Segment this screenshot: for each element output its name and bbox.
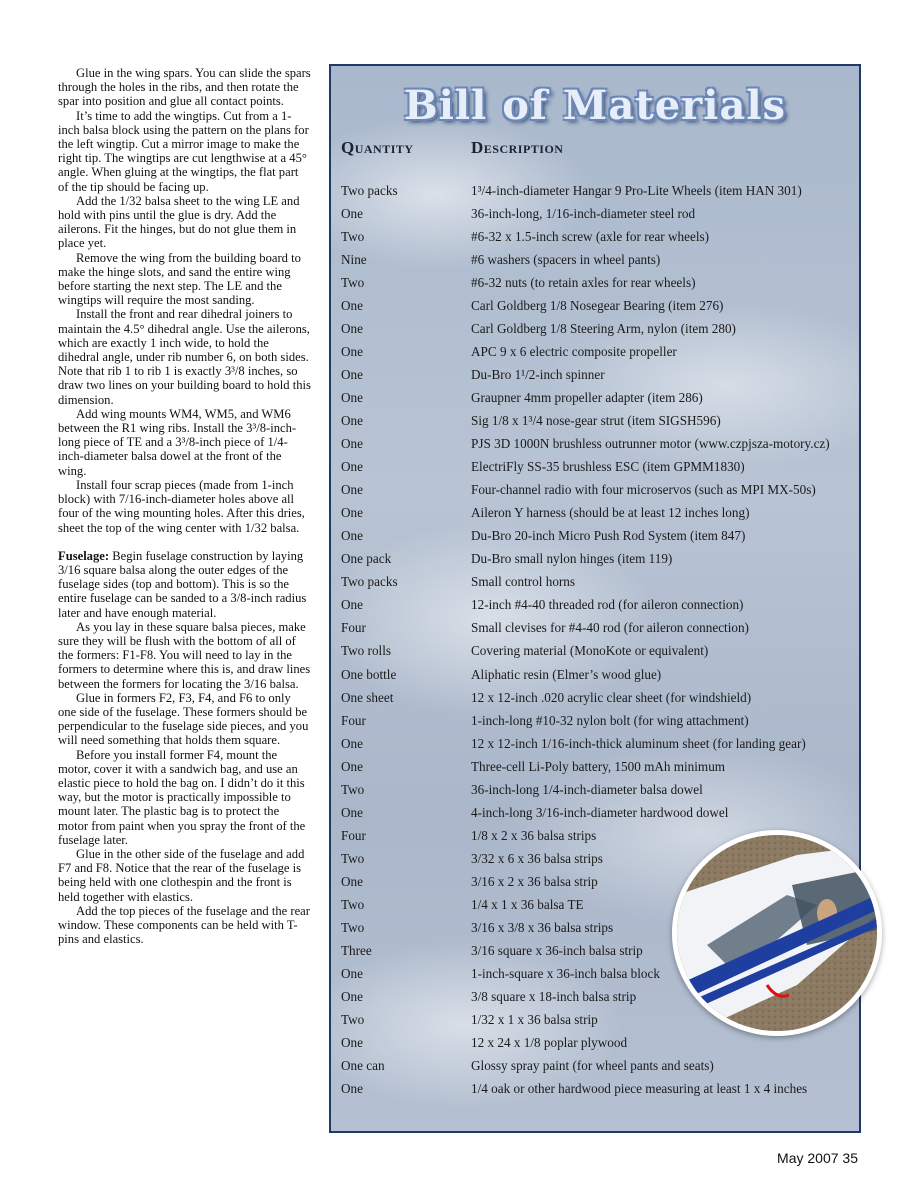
- bom-quantity: One: [341, 320, 363, 336]
- bom-description: #6-32 x 1.5-inch screw (axle for rear wheels): [471, 228, 710, 244]
- bom-quantity: One: [341, 505, 363, 521]
- bom-row: [341, 1078, 851, 1101]
- bom-quantity: One: [341, 758, 363, 774]
- bom-description: Glossy spray paint (for wheel pants and seats): [471, 1058, 714, 1074]
- bom-title: Bill of Materials: [403, 82, 787, 129]
- article-paragraph: As you lay in these square balsa pieces, make sure they will be flush with the bottom of all of the formers: F1-F8. You will need to lay in the formers to determine where this is, and draw lines between the formers for locating the 3/16 balsa.: [58, 619, 311, 691]
- bom-quantity: Two: [341, 850, 365, 866]
- article-paragraph: Glue in formers F2, F3, F4, and F6 to only one side of the fuselage. These formers should be perpendicular to the fuselage side pieces, and you will need something that holds them square.: [58, 690, 309, 748]
- bom-quantity: One: [341, 1035, 363, 1051]
- bom-description: 3/8 square x 18-inch balsa strip: [471, 989, 637, 1005]
- bom-row: [341, 1055, 851, 1078]
- bom-quantity: Three: [341, 943, 372, 959]
- bom-description: 12 x 12-inch 1/16-inch-thick aluminum sheet (for landing gear): [471, 735, 806, 751]
- bom-quantity: One bottle: [341, 666, 397, 682]
- bom-quantity: Two: [341, 1012, 365, 1028]
- bom-quantity: Two: [341, 896, 365, 912]
- bom-description: 1³/4-inch-diameter Hangar 9 Pro-Lite Wheels (item HAN 301): [471, 182, 802, 198]
- bom-quantity: Two packs: [341, 182, 398, 198]
- bom-description: 1-inch-square x 36-inch balsa block: [471, 966, 660, 982]
- bom-row: [341, 686, 851, 709]
- bom-quantity: Two packs: [341, 574, 398, 590]
- bom-row: [341, 248, 851, 271]
- bom-description: Sig 1/8 x 1³/4 nose-gear strut (item SIGSH596): [471, 412, 721, 428]
- bom-description: 3/16 x 3/8 x 36 balsa strips: [471, 920, 614, 936]
- bom-row: [341, 709, 851, 732]
- bom-description: Small clevises for #4-40 rod (for aileron connection): [471, 620, 749, 636]
- bom-quantity: Nine: [341, 251, 367, 267]
- bom-description: 36-inch-long 1/4-inch-diameter balsa dowel: [471, 781, 703, 797]
- page-number: 35: [842, 1150, 858, 1166]
- bom-description: 3/32 x 6 x 36 balsa strips: [471, 850, 603, 866]
- page-footer: [777, 1150, 858, 1166]
- bom-quantity: One: [341, 297, 363, 313]
- bom-row: [341, 225, 851, 248]
- bom-row: [341, 571, 851, 594]
- issue-date: May 2007: [777, 1150, 839, 1166]
- bom-quantity: One: [341, 966, 363, 982]
- bom-description: 12-inch #4-40 threaded rod (for aileron connection): [471, 597, 744, 613]
- bom-quantity: One: [341, 389, 363, 405]
- bom-row: [341, 363, 851, 386]
- bom-description: APC 9 x 6 electric composite propeller: [471, 343, 677, 359]
- bom-description: #6-32 nuts (to retain axles for rear wheels): [471, 274, 696, 290]
- bom-quantity: One can: [341, 1058, 385, 1074]
- article-paragraph: Remove the wing from the building board to make the hinge slots, and sand the entire wing before starting the next step. The LE and the wingtips will require the most sanding.: [58, 250, 301, 308]
- bom-description: 36-inch-long, 1/16-inch-diameter steel rod: [471, 205, 696, 221]
- description-column-header: Description: [471, 138, 564, 157]
- article-paragraph: Glue in the other side of the fuselage and add F7 and F8. Notice that the rear of the fuselage is being held with one clothespin and the front is held together with elastics.: [58, 846, 305, 904]
- quantity-column-header: Quantity: [341, 138, 414, 157]
- bom-quantity: One: [341, 989, 363, 1005]
- bom-quantity: Two: [341, 920, 365, 936]
- bom-quantity: Two rolls: [341, 643, 391, 659]
- airplane-cockpit-photo: [672, 830, 882, 1036]
- bom-description: 1/4 x 1 x 36 balsa TE: [471, 896, 584, 912]
- bom-row: [341, 456, 851, 479]
- bom-description: 1/8 x 2 x 36 balsa strips: [471, 827, 597, 843]
- article-paragraph: Install the front and rear dihedral joiners to maintain the 4.5° dihedral angle. Use the ailerons, which are exactly 1 inch wide, to hold the dihedral angle, under rib number 6, on both sides. Note that rib 1 to rib 1 is exactly 3³/8 inches, so draw two lines on your building board to hold this dimension.: [58, 307, 311, 407]
- bom-quantity: One pack: [341, 551, 392, 567]
- bom-row: [341, 778, 851, 801]
- bom-row: [341, 433, 851, 456]
- bom-quantity: Four: [341, 827, 366, 843]
- bom-description: Graupner 4mm propeller adapter (item 286): [471, 389, 703, 405]
- article-paragraph: Before you install former F4, mount the motor, cover it with a sandwich bag, and use an elastic piece to hold the bag on. I didn’t do it this way, but the motor is practically impossible to mount later. The plastic bag is to protect the motor from paint when you spray the front of the fuselage later.: [58, 747, 306, 847]
- bom-row: [341, 617, 851, 640]
- bom-description: 1/32 x 1 x 36 balsa strip: [471, 1012, 598, 1028]
- bom-row: [341, 755, 851, 778]
- bom-quantity: One: [341, 804, 363, 820]
- bom-quantity: Two: [341, 228, 365, 244]
- bom-row: [341, 409, 851, 432]
- bom-row: [341, 340, 851, 363]
- bom-quantity: One: [341, 482, 363, 498]
- article-paragraph: Glue in the wing spars. You can slide the spars through the holes in the ribs, and then rotate the spar into position and glue all contact points.: [58, 66, 311, 109]
- bom-description: 3/16 square x 36-inch balsa strip: [471, 943, 643, 959]
- bom-description: Four-channel radio with four microservos (such as MPI MX-50s): [471, 482, 816, 498]
- bom-quantity: Four: [341, 712, 366, 728]
- bom-quantity: One: [341, 735, 363, 751]
- bom-row: [341, 179, 851, 202]
- bom-description: ElectriFly SS-35 brushless ESC (item GPMM1830): [471, 459, 745, 475]
- bom-description: 1-inch-long #10-32 nylon bolt (for wing attachment): [471, 712, 749, 728]
- bom-row: [341, 663, 851, 686]
- bom-row: [341, 594, 851, 617]
- article-paragraph: Add the 1/32 balsa sheet to the wing LE and hold with pins until the glue is dry. Add the ailerons. Fit the hinges, but do not glue them in place yet.: [58, 193, 300, 251]
- fuselage-paragraph: Fuselage: Begin fuselage construction by laying 3/16 square balsa along the outer edges of the fuselage sides (top and bottom). This is so the entire fuselage can be sanded to a 3/8-inch radius later and have enough material.: [58, 548, 307, 620]
- bom-row: [341, 732, 851, 755]
- bom-description: Du-Bro small nylon hinges (item 119): [471, 551, 673, 567]
- bom-description: 12 x 24 x 1/8 poplar plywood: [471, 1035, 628, 1051]
- bom-description: Aileron Y harness (should be at least 12 inches long): [471, 505, 750, 521]
- bom-quantity: One: [341, 412, 363, 428]
- bom-description: Small control horns: [471, 574, 576, 590]
- bom-row: [341, 202, 851, 225]
- fuselage-heading: Fuselage:: [58, 548, 110, 563]
- bom-quantity: Four: [341, 620, 366, 636]
- bom-row: [341, 294, 851, 317]
- bom-description: Carl Goldberg 1/8 Nosegear Bearing (item 276): [471, 297, 724, 313]
- article-paragraph: Add the top pieces of the fuselage and the rear window. These components can be held with T-pins and elastics.: [58, 903, 310, 947]
- bom-quantity: Two: [341, 781, 365, 797]
- bom-row: [341, 640, 851, 663]
- bom-description: Covering material (MonoKote or equivalent): [471, 643, 709, 659]
- airplane-photo-illustration: [677, 835, 877, 1031]
- bom-row: [341, 548, 851, 571]
- bom-row: [341, 502, 851, 525]
- article-paragraph: It’s time to add the wingtips. Cut from a 1-inch balsa block using the pattern on the plans for the left wingtip. Cut a mirror image to make the right tip. The wingtips are cut lengthwise at a 45° angle. When gluing at the wingtips, the flat part of the tip should be facing up.: [58, 108, 309, 194]
- bom-quantity: One: [341, 366, 363, 382]
- bom-quantity: One: [341, 343, 363, 359]
- bom-description: Du-Bro 1¹/2-inch spinner: [471, 366, 605, 382]
- bom-row: [341, 525, 851, 548]
- bom-quantity: One: [341, 436, 363, 452]
- bom-description: Aliphatic resin (Elmer’s wood glue): [471, 666, 662, 682]
- bom-row: [341, 801, 851, 824]
- bom-quantity: One: [341, 597, 363, 613]
- bom-description: 3/16 x 2 x 36 balsa strip: [471, 873, 598, 889]
- bom-description: 12 x 12-inch .020 acrylic clear sheet (for windshield): [471, 689, 752, 705]
- bom-quantity: One sheet: [341, 689, 394, 705]
- bom-description: 1/4 oak or other hardwood piece measuring at least 1 x 4 inches: [471, 1081, 808, 1097]
- bom-quantity: One: [341, 1081, 363, 1097]
- bom-description: Du-Bro 20-inch Micro Push Rod System (item 847): [471, 528, 746, 544]
- article-text-column: [58, 66, 312, 946]
- bom-description: #6 washers (spacers in wheel pants): [471, 251, 661, 267]
- bom-quantity: One: [341, 459, 363, 475]
- bom-quantity: One: [341, 528, 363, 544]
- article-paragraph: Add wing mounts WM4, WM5, and WM6 between the R1 wing ribs. Install the 3³/8-inch-long piece of TE and a 3³/8-inch piece of 1/4-inch-diameter balsa dowel at the front of the wing.: [58, 406, 297, 478]
- bom-quantity: Two: [341, 274, 365, 290]
- bom-description: PJS 3D 1000N brushless outrunner motor (www.czpjsza-motory.cz): [471, 436, 830, 452]
- bom-description: Three-cell Li-Poly battery, 1500 mAh minimum: [471, 758, 726, 774]
- bom-quantity: One: [341, 205, 363, 221]
- bom-description: Carl Goldberg 1/8 Steering Arm, nylon (item 280): [471, 320, 736, 336]
- article-paragraph: Install four scrap pieces (made from 1-inch block) with 7/16-inch-diameter holes above all four of the wing mounting holes. After this dries, sheet the top of the wing center with 1/32 balsa.: [58, 477, 305, 535]
- bom-quantity: One: [341, 873, 363, 889]
- bom-row: [341, 271, 851, 294]
- bom-description: 4-inch-long 3/16-inch-diameter hardwood dowel: [471, 804, 729, 820]
- bom-row: [341, 317, 851, 340]
- bom-row: [341, 479, 851, 502]
- bom-row: [341, 386, 851, 409]
